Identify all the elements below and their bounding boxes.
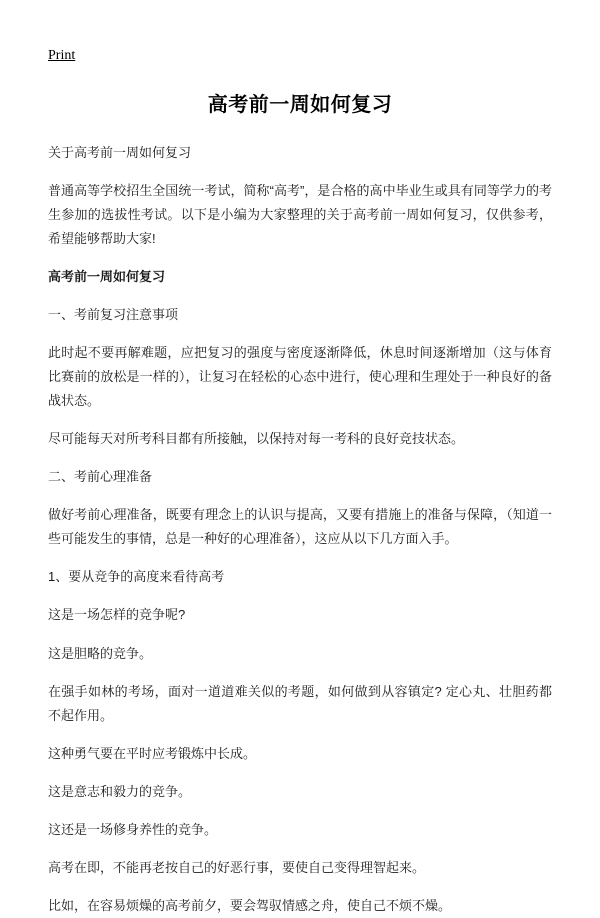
paragraph: 这种勇气要在平时应考锻炼中长成。: [48, 745, 257, 761]
paragraph: 这还是一场修身养性的竞争。: [48, 821, 218, 837]
paragraph: 比如，在容易烦燥的高考前夕，要会驾驭情感之舟，使自己不烦不燥。: [48, 897, 452, 913]
paragraph: 这是意志和毅力的竞争。: [48, 783, 192, 799]
page-title: 高考前一周如何复习: [207, 93, 393, 116]
document-body: [48, 141, 552, 918]
section-heading: 高考前一周如何复习: [48, 268, 166, 284]
paragraph: 1、要从竞争的高度来看待高考: [48, 569, 225, 585]
paragraph: 二、考前心理准备: [48, 469, 153, 485]
paragraph: 一、考前复习注意事项: [48, 307, 179, 323]
paragraph: 尽可能每天对所考科目都有所接触，以保持对每一考科的良好竞技状态。: [48, 431, 465, 447]
paragraph: 此时起不要再解难题，应把复习的强度与密度逐渐降低，休息时间逐渐增加（这与体育比赛前的放松是一样的），让复习在轻松的心态中进行，使心理和生理处于一种良好的备战状态。: [48, 345, 552, 409]
print-button[interactable]: Print: [48, 48, 76, 63]
paragraph: 做好考前心理准备，既要有理念上的认识与提高，又要有措施上的准备与保障，（知道一些可能发生的事情，总是一种好的心理准备），这应从以下几方面入手。: [48, 507, 552, 547]
paragraph: 在强手如林的考场，面对一道道难关似的考题，如何做到从容镇定? 定心丸、壮胆药都不起作用。: [48, 683, 552, 723]
paragraph: 这是胆略的竞争。: [48, 645, 153, 661]
paragraph: 这是一场怎样的竞争呢?: [48, 607, 186, 623]
paragraph: 关于高考前一周如何复习: [48, 144, 192, 160]
paragraph: 高考在即，不能再老按自己的好恶行事，要使自己变得理智起来。: [48, 859, 426, 875]
paragraph: 普通高等学校招生全国统一考试，简称“高考”，是合格的高中毕业生或具有同等学力的考生参加的选拔性考试。以下是小编为大家整理的关于高考前一周如何复习，仅供参考，希望能够帮助大家!: [48, 182, 552, 246]
